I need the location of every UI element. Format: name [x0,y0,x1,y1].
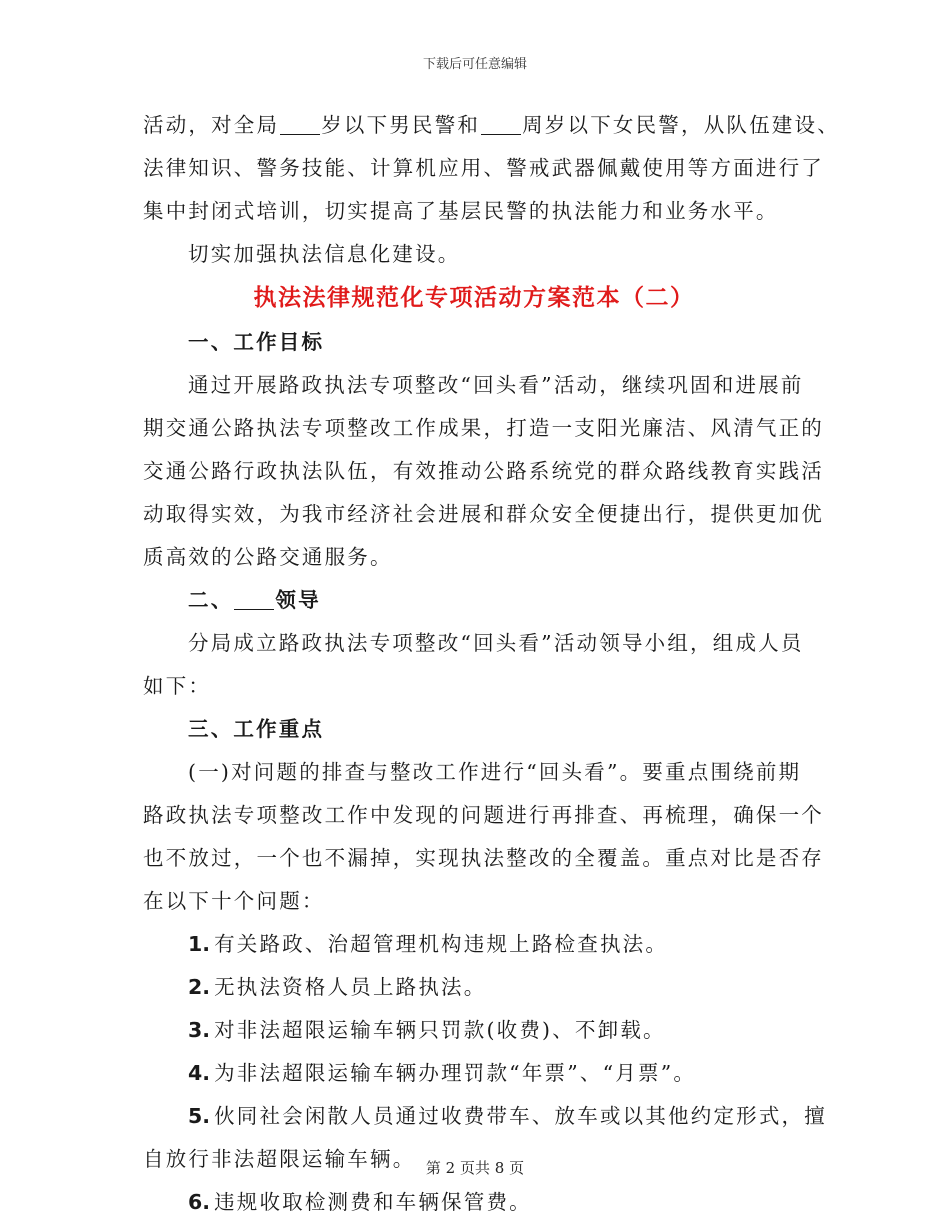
body-line: 分局成立路政执法专项整改“回头看”活动领导小组，组成人员 [188,631,804,655]
body-line: 通过开展路政执法专项整改“回头看”活动，继续巩固和进展前 [188,373,804,397]
body-line: 活动，对全局 岁以下男民警和 周岁以下女民警，从队伍建设、 [143,113,840,137]
body-line: 交通公路行政执法队伍，有效推动公路系统党的群众路线教育实践活 [143,459,824,483]
body-line: 集中封闭式培训，切实提高了基层民警的执法能力和业务水平。 [143,199,779,223]
section-heading: 一、工作目标 [188,330,325,354]
list-item: 5. 伙同社会闲散人员通过收费带车、放车或以其他约定形式，擅 [188,1104,827,1128]
document-title: 执法法律规范化专项活动方案范本（二） [253,285,695,311]
document-body [143,104,840,1224]
fill-blank [481,114,521,135]
body-line: 路政执法专项整改工作中发现的问题进行再排查、再梳理，确保一个 [143,803,824,827]
body-line: 动取得实效，为我市经济社会进展和群众安全便捷出行，提供更加优 [143,502,824,526]
body-line: (一)对问题的排查与整改工作进行“回头看”。要重点围绕前期 [188,760,802,784]
list-item: 3. 对非法超限运输车辆只罚款(收费)、不卸载。 [188,1018,666,1042]
body-line: 期交通公路执法专项整改工作成果，打造一支阳光廉洁、风清气正的 [143,416,824,440]
list-item: 2. 无执法资格人员上路执法。 [188,975,487,999]
list-item-continuation: 自放行非法超限运输车辆。 [143,1147,416,1171]
list-item: 1. 有关路政、治超管理机构违规上路检查执法。 [188,932,669,956]
section-heading: 三、工作重点 [188,717,325,741]
list-item: 4. 为非法超限运输车辆办理罚款“年票”、“月票”。 [188,1061,697,1085]
list-item: 6. 违规收取检测费和车辆保管费。 [188,1190,532,1214]
body-line: 如下： [143,674,212,698]
body-line: 切实加强执法信息化建设。 [188,242,461,266]
body-line: 也不放过，一个也不漏掉，实现执法整改的全覆盖。重点对比是否存 [143,846,824,870]
page-header: 下载后可任意编辑 [422,57,527,72]
page-footer: 第 2 页共 8 页 [425,1159,525,1177]
section-heading: 二、 领导 [188,588,321,612]
fill-blank [280,114,320,135]
body-line: 质高效的公路交通服务。 [143,545,393,569]
fill-blank [234,589,274,610]
body-line: 法律知识、警务技能、计算机应用、警戒武器佩戴使用等方面进行了 [143,156,824,180]
body-line: 在以下十个问题： [143,889,325,913]
